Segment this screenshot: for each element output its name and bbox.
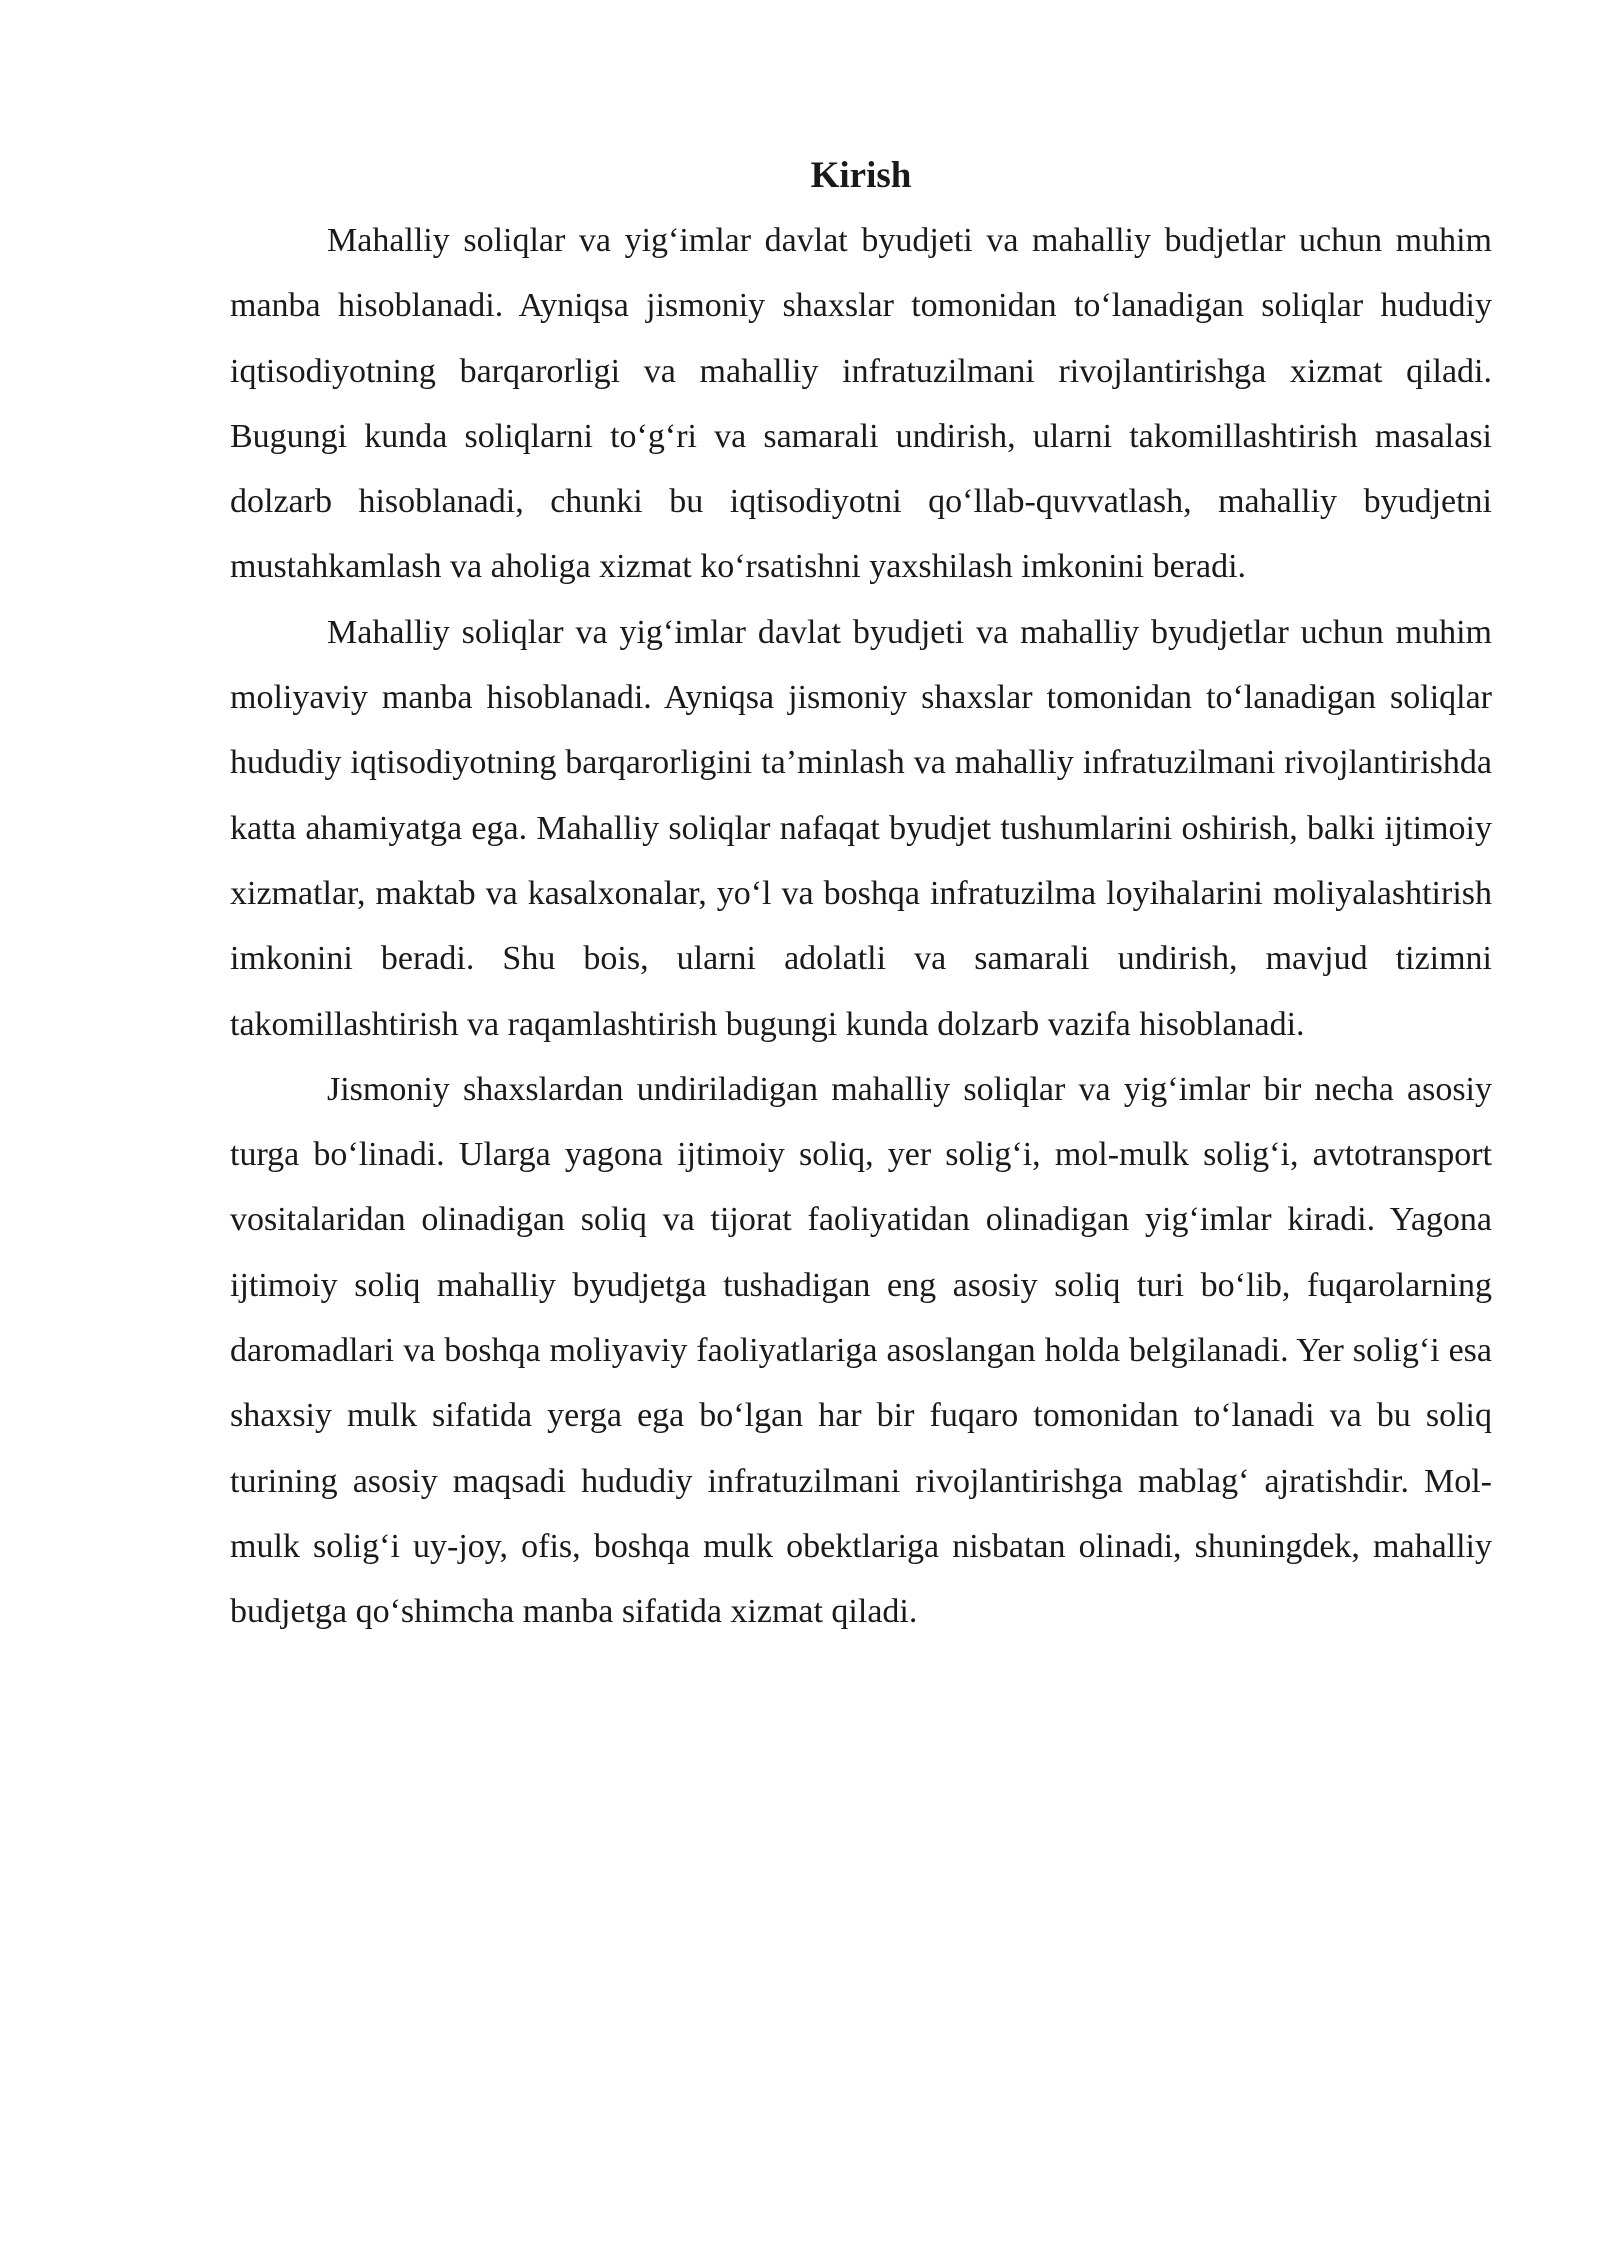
paragraph-1: Mahalliy soliqlar va yig‘imlar davlat byudjeti va mahalliy budjetlar uchun muhim manba hisoblanadi. Ayniqsa jismoniy shaxslar tomonidan to‘lanadigan soliqlar hududiy iqtisodiyotning barqarorligi va mahalliy infratuzilmani rivojlantirishga xizmat qiladi. Bugungi kunda soliqlarni to‘g‘ri va samarali undirish, ularni takomillashtirish masalasi dolzarb hisoblanadi, chunki bu iqtisodiyotni qo‘llab-quvvatlash, mahalliy byudjetni mustahkamlash va aholiga xizmat ko‘rsatishni yaxshilash imkonini beradi. (230, 222, 1492, 586)
document-body (230, 143, 1492, 1645)
paragraph-3: Jismoniy shaxslardan undiriladigan mahalliy soliqlar va yig‘imlar bir necha asosiy turga bo‘linadi. Ularga yagona ijtimoiy soliq, yer solig‘i, mol-mulk solig‘i, avtotransport vositalaridan olinadigan soliq va tijorat faoliyatidan olinadigan yig‘imlar kiradi. Yagona ijtimoiy soliq mahalliy byudjetga tushadigan eng asosiy soliq turi bo‘lib, fuqarolarning daromadlari va boshqa moliyaviy faoliyatlariga asoslangan holda belgilanadi. Yer solig‘i esa shaxsiy mulk sifatida yerga ega bo‘lgan har bir fuqaro tomonidan to‘lanadi va bu soliq turining asosiy maqsadi hududiy infratuzilmani rivojlantirishga mablag‘ ajratishdir. Mol-mulk solig‘i uy-joy, ofis, boshqa mulk obektlariga nisbatan olinadi, shuningdek, mahalliy budjetga qo‘shimcha manba sifatida xizmat qiladi. (230, 1070, 1492, 1631)
page-title: Kirish (810, 155, 912, 196)
paragraph-2: Mahalliy soliqlar va yig‘imlar davlat byudjeti va mahalliy byudjetlar uchun muhim moliyaviy manba hisoblanadi. Ayniqsa jismoniy shaxslar tomonidan to‘lanadigan soliqlar hududiy iqtisodiyotning barqarorligini ta’minlash va mahalliy infratuzilmani rivojlantirishda katta ahamiyatga ega. Mahalliy soliqlar nafaqat byudjet tushumlarini oshirish, balki ijtimoiy xizmatlar, maktab va kasalxonalar, yo‘l va boshqa infratuzilma loyihalarini moliyalashtirish imkonini beradi. Shu bois, ularni adolatli va samarali undirish, mavjud tizimni takomillashtirish va raqamlashtirish bugungi kunda dolzarb vazifa hisoblanadi. (230, 613, 1492, 1043)
